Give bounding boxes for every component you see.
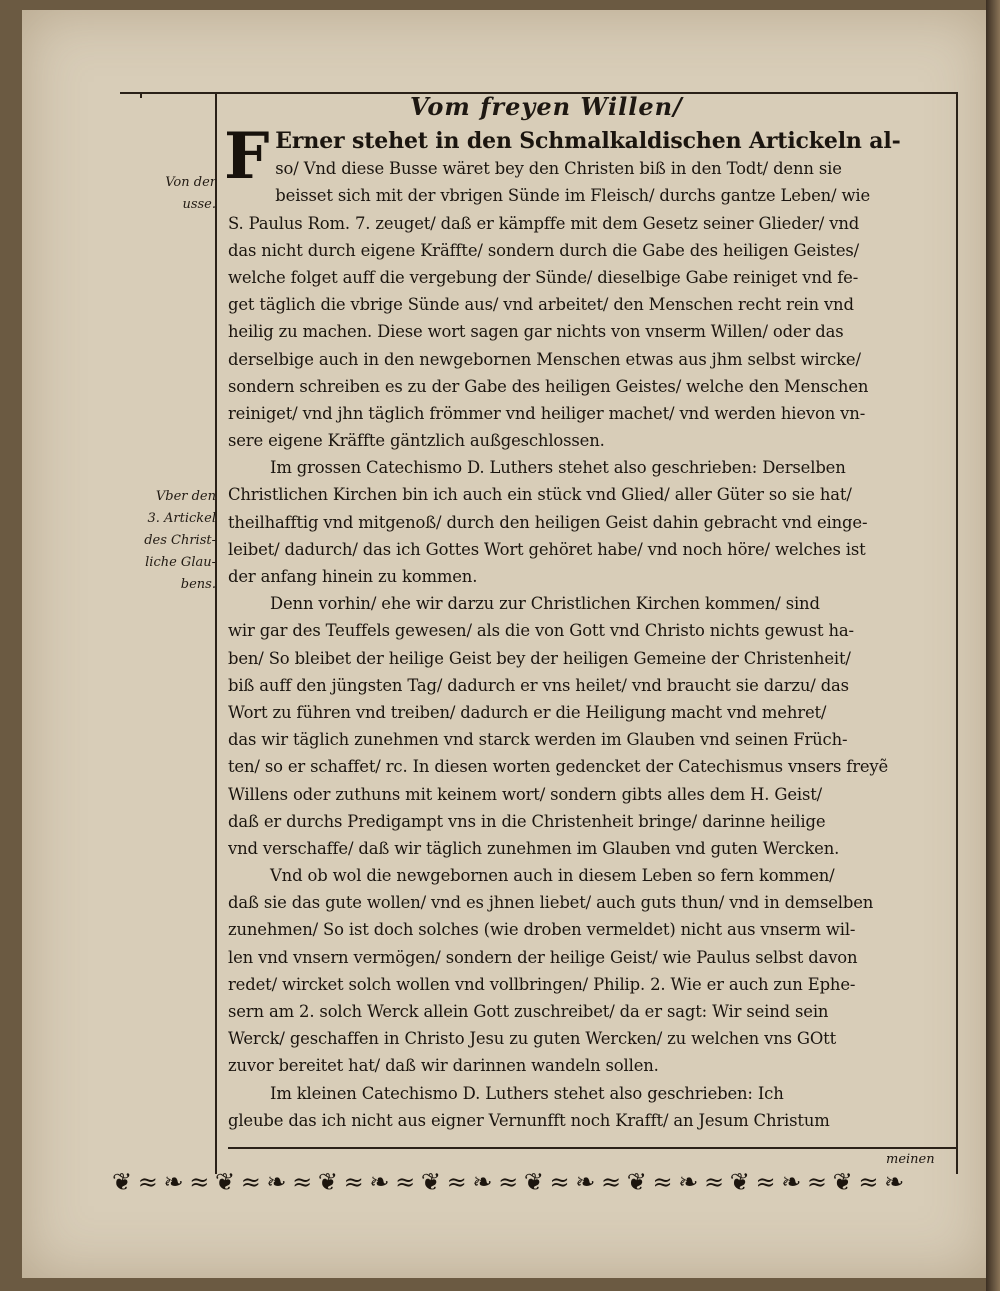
text-line: der anfang hinein zu kommen. — [228, 567, 478, 586]
text-line: zunehmen/ So ist doch solches (wie droben vermeldet) nicht aus vnserm wil- — [228, 920, 856, 940]
binding-edge — [986, 0, 1000, 1291]
text-line: wir gar des Teuffels gewesen/ als die von Gott vnd Christo nichts gewust ha- — [228, 621, 854, 641]
text-line: ben/ So bleibet der heilige Geist bey der heiligen Gemeine der Christenheit/ — [228, 648, 851, 668]
text-line: Im kleinen Catechismo D. Luthers stehet also geschrieben: Ich — [270, 1083, 784, 1103]
catchword: meinen — [886, 1152, 935, 1167]
running-header: Vom freyen Willen/ — [410, 92, 683, 121]
text-line: sondern schreiben es zu der Gabe des heiligen Geistes/ welche den Menschen — [228, 376, 869, 396]
margin-note-line: des Christ- — [144, 533, 216, 548]
text-line: das wir täglich zunehmen vnd starck werden im Glauben vnd seinen Früch- — [228, 730, 848, 750]
text-line: sern am 2. solch Werck allein Gott zuschreibet/ da er sagt: Wir seind sein — [228, 1002, 829, 1021]
text-line: len vnd vnsern vermögen/ sondern der heilige Geist/ wie Paulus selbst davon — [228, 947, 858, 967]
text-line: reiniget/ vnd jhn täglich frömmer vnd heiliger machet/ vnd werden hievon vn- — [228, 403, 866, 423]
text-line: daß sie das gute wollen/ vnd es jhnen liebet/ auch guts thun/ vnd in demselben — [228, 893, 874, 913]
margin-note-artickel — [118, 486, 216, 596]
text-line: zuvor bereitet hat/ daß wir darinnen wandeln sollen. — [228, 1056, 659, 1076]
margin-note-line: bens. — [180, 577, 216, 592]
text-line: derselbige auch in den newgebornen Menschen etwas aus jhm selbst wircke/ — [228, 349, 861, 369]
text-line: Im grossen Catechismo D. Luthers stehet also geschrieben: Derselben — [270, 458, 846, 478]
text-line: biß auff den jüngsten Tag/ dadurch er vns heilet/ vnd braucht sie darzu/ das — [228, 675, 849, 695]
text-line: Vnd ob wol die newgebornen auch in diesem Leben so fern kommen/ — [270, 866, 835, 886]
right-rule — [956, 92, 958, 1174]
text-line: Erner stehet in den Schmalkaldischen Artickeln al- — [275, 128, 901, 154]
outer-rule — [140, 92, 142, 98]
margin-note-line: Vber den — [155, 489, 216, 504]
text-line: Willens oder zuthuns mit keinem wort/ sondern gibts alles dem H. Geist/ — [228, 784, 823, 804]
margin-note-line: usse. — [182, 197, 216, 212]
text-line: Denn vorhin/ ehe wir darzu zur Christlichen Kirchen kommen/ sind — [270, 594, 820, 614]
ornament-border: ❦ ≈ ❧ ≈ ❦ ≈ ❧ ≈ ❦ ≈ ❧ ≈ ❦ ≈ ❧ ≈ ❦ ≈ ❧ ≈ ❦ ≈ ❧ ≈ ❦ ≈ ❧ ≈ ❦ ≈ ❧ — [112, 1168, 904, 1196]
text-line: Wort zu führen vnd treiben/ dadurch er die Heiligung macht vnd mehret/ — [228, 702, 827, 722]
text-line: daß er durchs Predigampt vns in die Christenheit bringe/ darinne heilige — [228, 811, 826, 831]
text-line: ten/ so er schaffet/ rc. In diesen worten gedencket der Catechismus vnsers freyẽ — [228, 757, 889, 777]
margin-note-busse — [118, 172, 216, 216]
text-line: beisset sich mit der vbrigen Sünde im Fleisch/ durchs gantze Leben/ wie — [275, 186, 871, 206]
body-text — [224, 119, 956, 1134]
text-line: welche folget auff die vergebung der Sünde/ dieselbige Gabe reiniget vnd fe- — [228, 267, 859, 287]
margin-note-line: 3. Artickel — [147, 511, 216, 526]
text-line: Werck/ geschaffen in Christo Jesu zu guten Wercken/ zu welchen vns GOtt — [228, 1029, 837, 1049]
footer-rule — [228, 1147, 958, 1149]
text-line: theilhafftig vnd mitgenoß/ durch den heiligen Geist dahin gebracht vnd einge- — [228, 512, 868, 532]
text-line: Christlichen Kirchen bin ich auch ein stück vnd Glied/ aller Güter so sie hat/ — [228, 485, 852, 505]
text-line: S. Paulus Rom. 7. zeuget/ daß er kämpffe mit dem Gesetz seiner Glieder/ vnd — [228, 213, 860, 233]
text-line: vnd verschaffe/ daß wir täglich zunehmen im Glauben vnd guten Wercken. — [228, 838, 840, 858]
margin-rule — [215, 92, 217, 1174]
text-line: redet/ wircket solch wollen vnd vollbringen/ Philip. 2. Wie er auch zun Ephe- — [228, 974, 856, 994]
text-line: heilig zu machen. Diese wort sagen gar nichts von vnserm Willen/ oder das — [228, 322, 844, 342]
text-line: sere eigene Kräffte gäntzlich außgeschlossen. — [228, 431, 605, 451]
text-line: so/ Vnd diese Busse wäret bey den Christen biß in den Todt/ denn sie — [275, 159, 842, 179]
margin-note-line: Von der — [165, 175, 216, 190]
text-line: das nicht durch eigene Kräffte/ sondern durch die Gabe des heiligen Geistes/ — [228, 240, 860, 260]
text-line: gleube das ich nicht aus eigner Vernunfft noch Krafft/ an Jesum Christum — [228, 1110, 830, 1130]
initial-letter: F — [224, 119, 270, 194]
text-line: leibet/ dadurch/ das ich Gottes Wort gehöret habe/ vnd noch höre/ welches ist — [228, 539, 866, 559]
text-line: get täglich die vbrige Sünde aus/ vnd arbeitet/ den Menschen recht rein vnd — [228, 295, 854, 315]
margin-note-line: liche Glau- — [145, 555, 216, 570]
